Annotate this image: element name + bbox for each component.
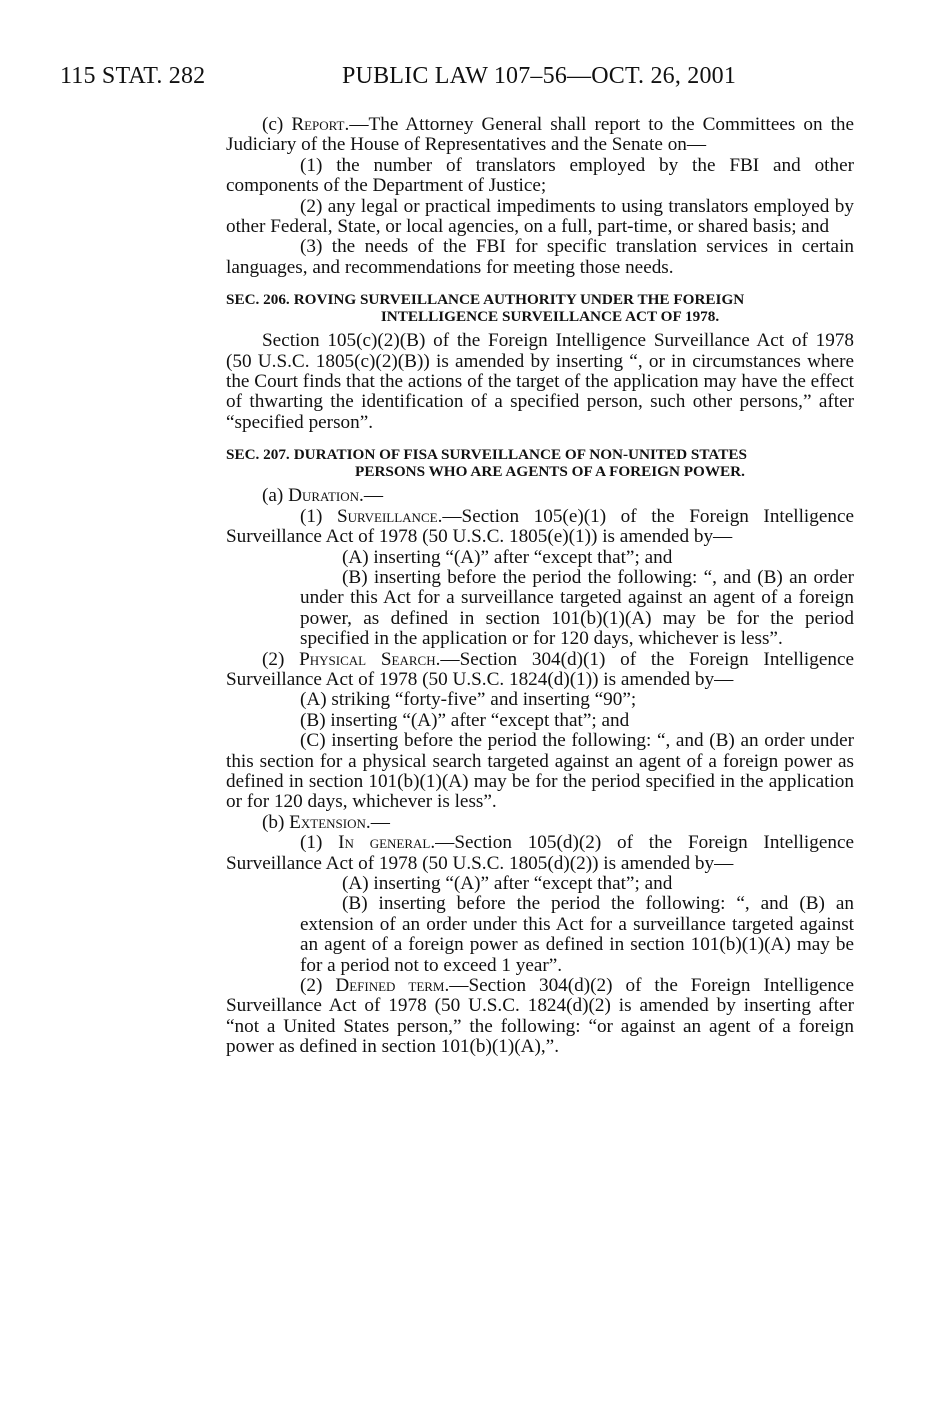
report-intro-text: .—The Attorney General shall report to the Committees on the Judiciary of the House of Representatives and the Senate on— — [226, 114, 855, 156]
sec-206-heading — [226, 291, 854, 325]
report-item-2: (2) any legal or practical impediments to using translators employed by other Federal, State, or local agencies, on a full, part-time, or shared basis; and — [226, 195, 854, 238]
sec-207-b2 — [226, 976, 854, 1058]
b2-heading: Defined term — [335, 975, 445, 997]
a2-heading: Physical Search — [299, 648, 436, 670]
sec-206-title-line1: ROVING SURVEILLANCE AUTHORITY UNDER THE FOREIGN — [293, 291, 745, 309]
a2-item-a: (A) striking “forty-five” and inserting “90”; — [300, 689, 637, 711]
b1-heading: In general — [338, 832, 431, 854]
sec-207-b1 — [226, 833, 854, 874]
report-label: (c) — [262, 114, 292, 135]
a2-label: (2) — [262, 648, 300, 670]
sec-206-number: SEC. 206. — [226, 291, 290, 309]
sec-207-b-heading — [226, 813, 854, 833]
a2-text: .—Section 304(d)(1) of the Foreign Intelligence Surveillance Act of 1978 (50 U.S.C. 1824(d)(1)) is amended by— — [226, 648, 854, 690]
b2-text: .—Section 304(d)(2) of the Foreign Intelligence Surveillance Act of 1978 (50 U.S.C. 1824(d)(2) is amended by inserting after “not a United States person,” the following: “or against an agent of a foreign power as defined in section 101(b)(1)(A),”. — [226, 975, 855, 1058]
b-dash: .— — [365, 811, 390, 833]
report-item-3: (3) the needs of the FBI for specific translation services in certain languages, and recommendations for meeting those needs. — [226, 236, 854, 278]
a1-text: .—Section 105(e)(1) of the Foreign Intelligence Surveillance Act of 1978 (50 U.S.C. 1805(e)(1)) is amended by— — [226, 505, 854, 548]
report-item-1: (1) the number of translators employed by the FBI and other components of the Department of Justice; — [226, 154, 854, 197]
a-heading: Duration — [288, 485, 360, 507]
b2-label: (2) — [300, 975, 336, 997]
a1-label: (1) — [300, 505, 337, 527]
public-law-header: PUBLIC LAW 107–56—OCT. 26, 2001 — [342, 63, 737, 89]
stat-citation: 115 STAT. 282 — [60, 63, 206, 89]
b1-text: .—Section 105(d)(2) of the Foreign Intelligence Surveillance Act of 1978 (50 U.S.C. 1805(d)(2)) is amended by— — [226, 832, 854, 874]
b1-item-a: (A) inserting “(A)” after “except that”; and — [342, 873, 673, 894]
sec-207-a2 — [226, 650, 854, 691]
sec-207-a1 — [226, 507, 854, 548]
report-heading: Report — [291, 114, 345, 135]
sec-207-heading — [226, 446, 854, 480]
b-label: (b) — [262, 811, 290, 833]
b1-item-b: (B) inserting before the period the following: “, and (B) an extension of an order under this Act for a surveillance targeted against an agent of a foreign power as defined in section 101(b)(1)(A) may be for a period not to exceed 1 year”. — [300, 893, 854, 976]
a1-item-b: (B) inserting before the period the following: “, and (B) an order under this Act for a surveillance targeted against an agent of a foreign power, as defined in section 101(b)(1)(A) may be for the period specified in the application or for 120 days, whichever is less”. — [300, 566, 854, 650]
a1-subitems — [300, 548, 854, 650]
sec-207-title-line1: DURATION OF FISA SURVEILLANCE OF NON-UNITED STATES — [293, 446, 747, 464]
report-intro — [226, 115, 854, 156]
a2-item-c: (C) inserting before the period the following: “, and (B) an order under this section for a physical search targeted against an agent of a foreign power as defined in section 101(b)(1)(A) may be for the period specified in the application or for 120 days, whichever is less”. — [226, 730, 854, 813]
sec-206-title-line2: INTELLIGENCE SURVEILLANCE ACT OF 1978. — [380, 308, 720, 326]
sec-207-title-line2: PERSONS WHO ARE AGENTS OF A FOREIGN POWER. — [355, 463, 745, 481]
a-dash: .— — [359, 485, 383, 507]
b1-subitems — [300, 874, 854, 976]
sec-207-number: SEC. 207. — [226, 446, 290, 464]
a2-item-b: (B) inserting “(A)” after “except that”; and — [300, 709, 630, 731]
statute-body — [226, 115, 854, 1058]
a1-heading: Surveillance — [336, 505, 438, 527]
b-heading: Extension — [289, 811, 366, 833]
b1-label: (1) — [300, 832, 339, 854]
a-label: (a) — [262, 485, 289, 507]
sec-206-text: Section 105(c)(2)(B) of the Foreign Intelligence Surveillance Act of 1978 (50 U.S.C. 1805(c)(2)(B)) is amended by inserting “, or in circumstances where the Court finds that the actions of the target of the application may have the effect of thwarting the identification of a specified person, such other persons,” after “specified person”. — [226, 330, 854, 433]
a1-item-a: (A) inserting “(A)” after “except that”; and — [342, 546, 673, 568]
sec-207-a-heading — [226, 486, 854, 506]
